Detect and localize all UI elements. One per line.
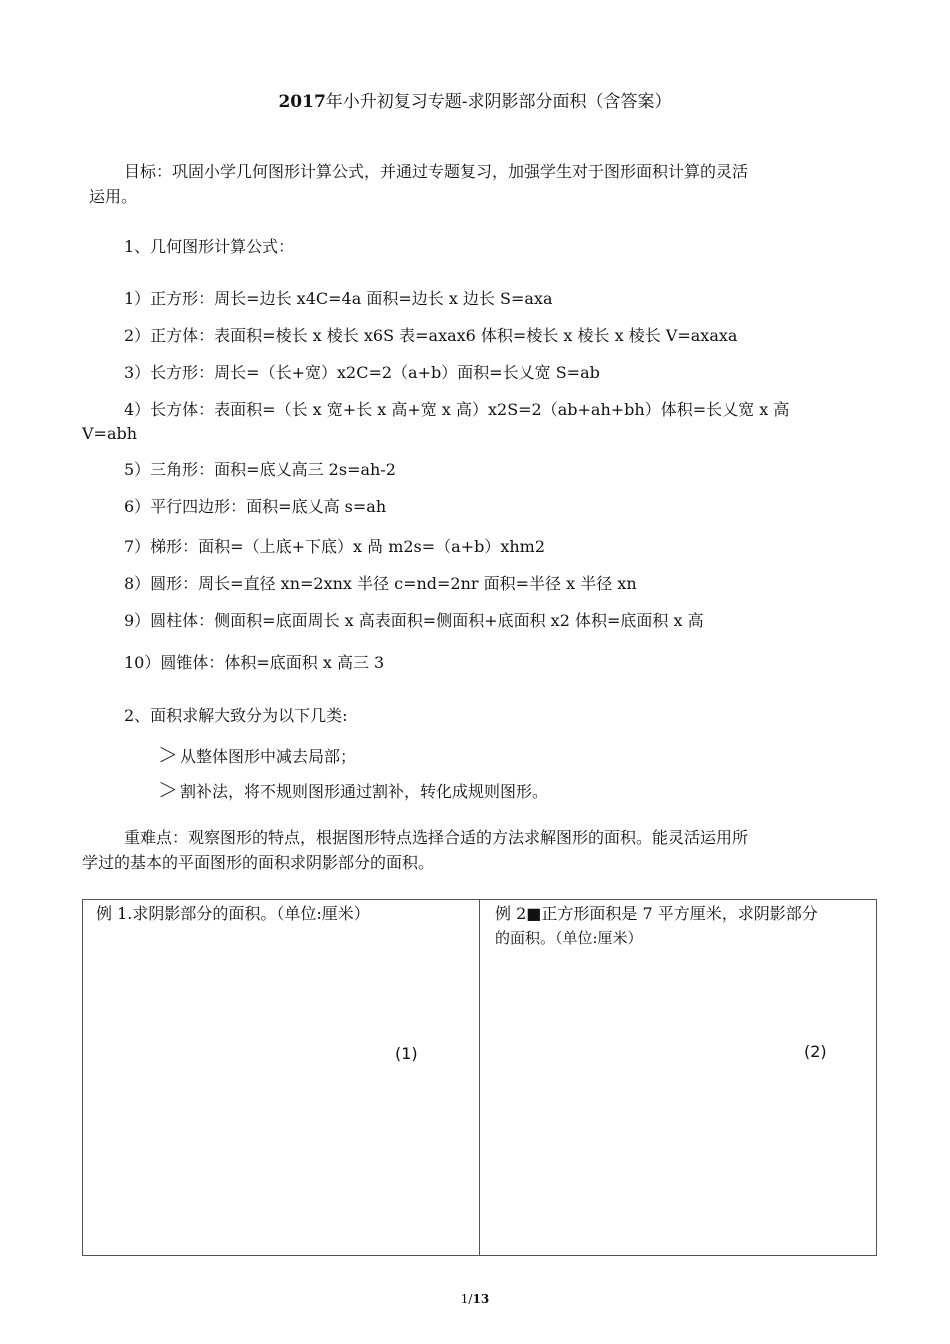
formula-4-continued: V=abh bbox=[82, 424, 138, 443]
title-text: 年小升初复习专题-求阴影部分面积（含答案） bbox=[325, 92, 672, 112]
example-1-figure-label: (1) bbox=[395, 1044, 418, 1063]
bullet-item-1 bbox=[158, 743, 356, 769]
arrow-bullet-icon: ＞ bbox=[158, 778, 178, 802]
bullet-item-2 bbox=[158, 778, 548, 804]
formula-6: 6）平行四边形：面积=底乂高 s=ah bbox=[124, 497, 387, 516]
bullet-text-2: 割补法，将不规则图形通过割补，转化成规则图形。 bbox=[180, 782, 549, 801]
formula-8: 8）圆形：周长=直径 xn=2xnx 半径 c=nd=2nr 面积=半径 x 半径 xn bbox=[124, 574, 637, 593]
difficulty-line-1: 重难点：观察图形的特点，根据图形特点选择合适的方法求解图形的面积。能灵活运用所 bbox=[124, 828, 749, 847]
page-number bbox=[0, 1292, 950, 1306]
formula-7: 7）梯形：面积=（上底+下底）x 咼 m2s=（a+b）xhm2 bbox=[124, 537, 546, 556]
formula-5: 5）三角形：面积=底乂高三 2s=ah-2 bbox=[124, 460, 396, 479]
formula-4: 4）长方体：表面积=（长 x 宽+长 x 高+宽 x 高）x2S=2（ab+ah+bh）体积=长乂宽 x 高 bbox=[124, 400, 790, 419]
example-1-prompt: 例 1.求阴影部分的面积。（单位:厘米） bbox=[96, 904, 370, 923]
examples-table bbox=[82, 899, 877, 1256]
formula-3: 3）长方形：周长=（长+宽）x2C=2（a+b）面积=长乂宽 S=ab bbox=[124, 363, 600, 382]
section-2-heading: 2、面积求解大致分为以下几类: bbox=[124, 706, 348, 725]
section-1-heading: 1、几何图形计算公式： bbox=[124, 237, 295, 256]
example-2-prompt-line-2: 的面积。（单位:厘米） bbox=[495, 929, 643, 947]
difficulty-line-2: 学过的基本的平面图形的面积求阴影部分的面积。 bbox=[82, 853, 435, 872]
formula-1: 1）正方形：周长=边长 x4C=4a 面积=边长 x 边长 S=axa bbox=[124, 289, 553, 308]
formula-2: 2）正方体：表面积=棱长 x 棱长 x6S 表=axax6 体积=棱长 x 棱长 x 棱长 V=axaxa bbox=[124, 326, 738, 345]
goal-line-2: 运用。 bbox=[89, 187, 138, 206]
page-total: 13 bbox=[472, 1292, 490, 1306]
goal-line-1: 目标：巩固小学几何图形计算公式，并通过专题复习，加强学生对于图形面积计算的灵活 bbox=[124, 162, 749, 181]
formula-10: 10）圆锥体：体积=底面积 x 高三 3 bbox=[124, 653, 385, 672]
arrow-bullet-icon: ＞ bbox=[158, 743, 178, 767]
bullet-text-1: 从整体图形中减去局部； bbox=[180, 747, 357, 766]
page-title bbox=[0, 87, 950, 112]
formula-9: 9）圆柱体：侧面积=底面周长 x 高表面积=侧面积+底面积 x2 体积=底面积 x 高 bbox=[124, 611, 704, 630]
table-column-divider bbox=[479, 900, 480, 1255]
example-2-prompt-line-1: 例 2■正方形面积是 7 平方厘米，求阴影部分 bbox=[495, 904, 818, 923]
page-current: 1/ bbox=[460, 1292, 473, 1306]
title-year: 2017 bbox=[278, 92, 326, 112]
example-2-figure-label: (2) bbox=[804, 1042, 827, 1061]
